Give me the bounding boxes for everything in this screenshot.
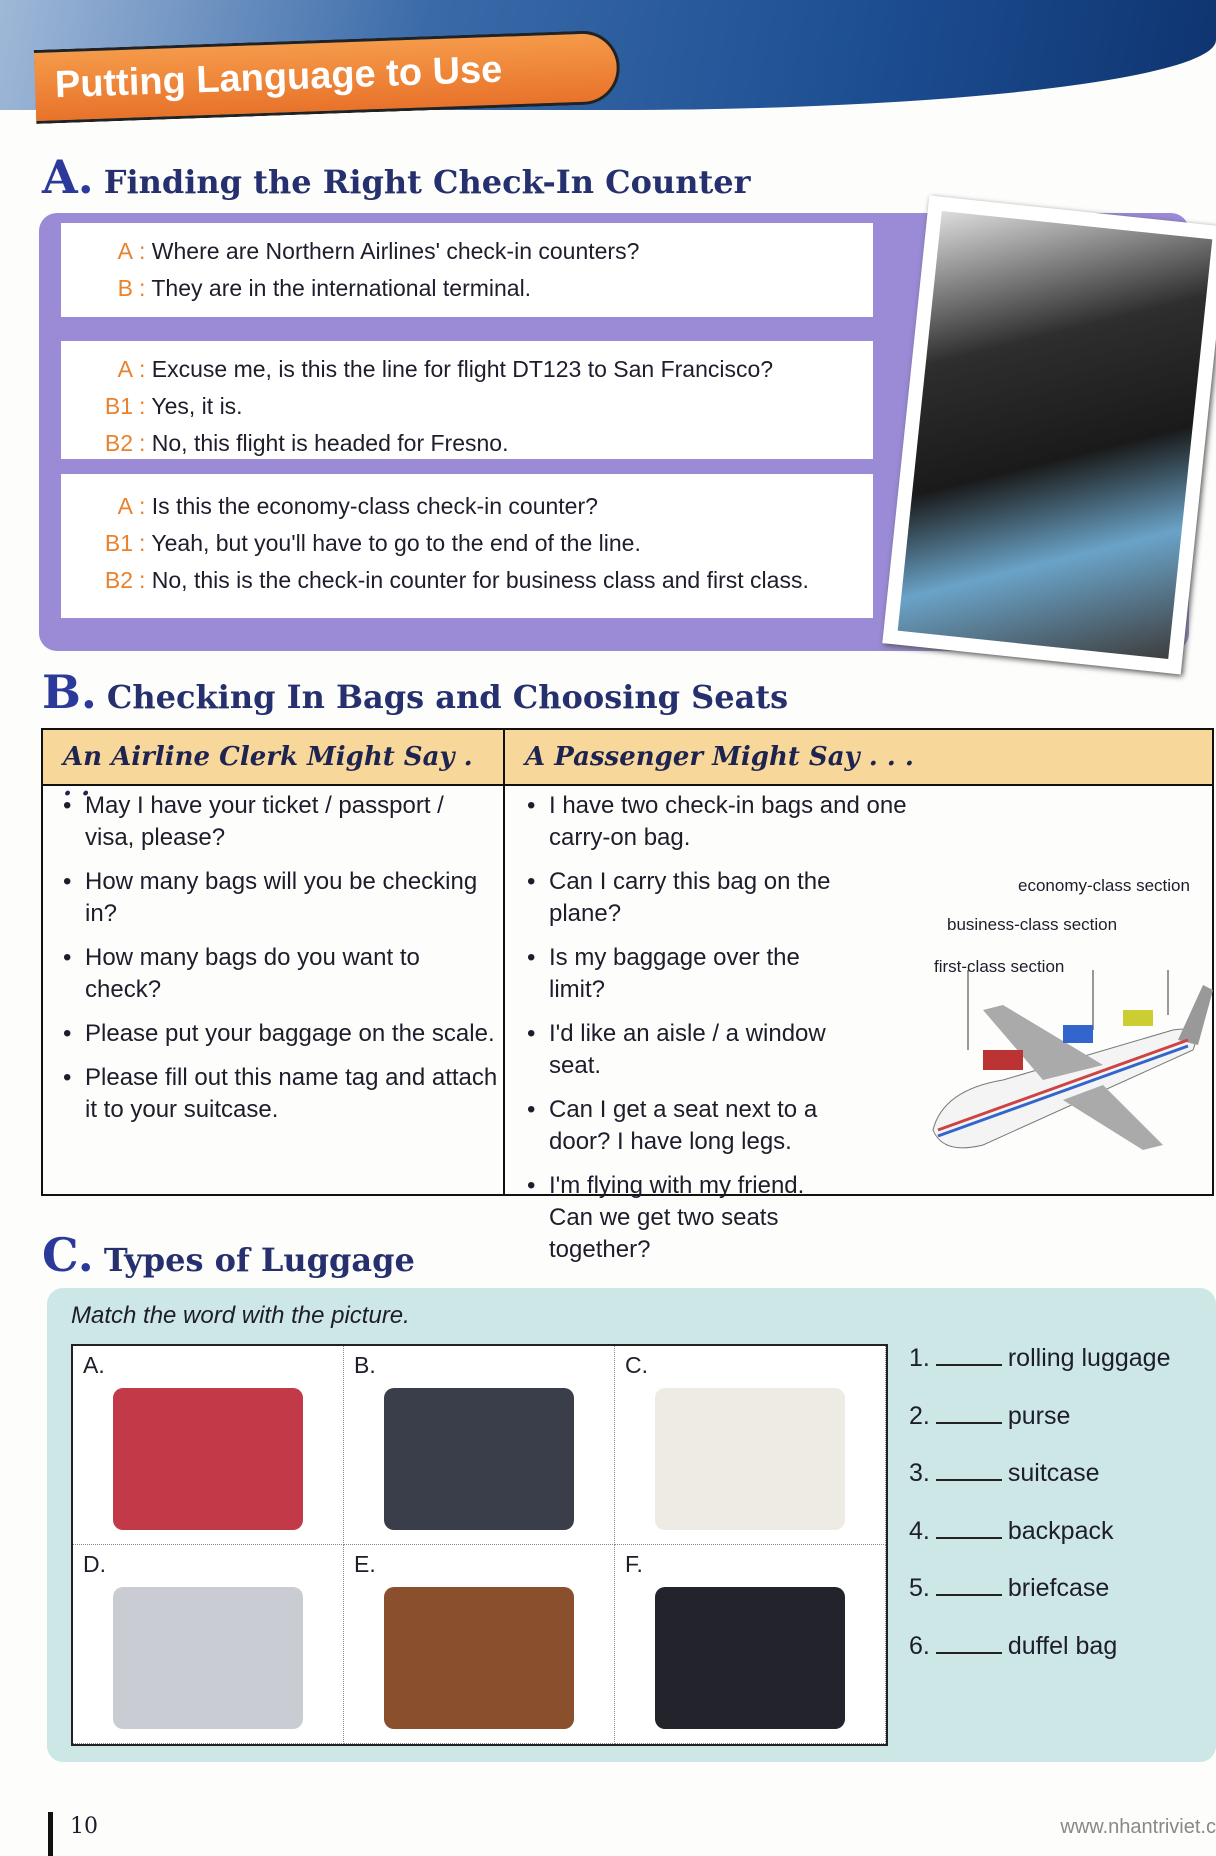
page-marker bbox=[48, 1812, 53, 1856]
banner-title: Putting Language to Use bbox=[54, 48, 503, 107]
word-number: 6. bbox=[909, 1631, 930, 1660]
section-title: Types of Luggage bbox=[103, 1241, 415, 1279]
word-item bbox=[909, 1402, 1170, 1460]
first-label: first-class section bbox=[934, 957, 1065, 976]
picture-label: D. bbox=[83, 1551, 106, 1577]
business-label: business-class section bbox=[947, 915, 1118, 934]
section-a-heading bbox=[42, 150, 750, 204]
luggage-pictures bbox=[71, 1344, 888, 1746]
dialog-text: Excuse me, is this the line for flight DT123 to San Francisco? bbox=[151, 356, 774, 382]
word-text: rolling luggage bbox=[1007, 1344, 1171, 1372]
word-text: suitcase bbox=[1007, 1459, 1100, 1487]
dialog-line bbox=[91, 351, 873, 388]
word-number: 4. bbox=[909, 1516, 930, 1545]
footer-url: www.nhantriviet.c bbox=[1060, 1816, 1216, 1838]
colon: : bbox=[139, 238, 152, 264]
dialog-line bbox=[91, 488, 873, 525]
dialog-text: Where are Northern Airlines' check-in counters? bbox=[151, 238, 640, 264]
section-title: Finding the Right Check-In Counter bbox=[103, 163, 751, 201]
answer-blank[interactable] bbox=[936, 1519, 1002, 1539]
word-item bbox=[909, 1574, 1170, 1632]
word-number: 3. bbox=[909, 1459, 930, 1487]
dialog-2 bbox=[61, 341, 873, 459]
picture-label: C. bbox=[625, 1352, 648, 1378]
colon: : bbox=[139, 567, 152, 593]
clerk-phrase: • How many bags will you be checking in? bbox=[59, 866, 499, 930]
dialog-text: They are in the international terminal. bbox=[151, 275, 532, 301]
answer-blank[interactable] bbox=[936, 1576, 1002, 1596]
dialog-line bbox=[91, 525, 873, 562]
speaker-label: B1 bbox=[104, 530, 133, 556]
speaker-label: A bbox=[117, 238, 133, 264]
colon: : bbox=[139, 530, 152, 556]
luggage-image bbox=[384, 1388, 574, 1530]
picture-label: E. bbox=[354, 1551, 376, 1577]
section-letter: C. bbox=[42, 1228, 94, 1282]
picture-cell bbox=[73, 1346, 344, 1545]
speaker-label: B2 bbox=[104, 567, 133, 593]
passenger-header: A Passenger Might Say . . . bbox=[505, 730, 1212, 786]
luggage-image bbox=[655, 1587, 845, 1729]
speaker-label: B bbox=[117, 275, 133, 301]
picture-label: F. bbox=[625, 1551, 643, 1577]
dialog-3 bbox=[61, 474, 873, 618]
clerk-phrase: • Please fill out this name tag and attach it to your suitcase. bbox=[59, 1062, 499, 1126]
economy-label: economy-class section bbox=[1018, 876, 1190, 895]
picture-label: A. bbox=[83, 1352, 105, 1378]
speaker-label: A bbox=[117, 493, 133, 519]
dialog-text: No, this flight is headed for Fresno. bbox=[151, 430, 509, 456]
speaker-label: B2 bbox=[104, 430, 133, 456]
picture-label: B. bbox=[354, 1352, 376, 1378]
colon: : bbox=[139, 493, 152, 519]
word-item bbox=[909, 1632, 1170, 1690]
word-number: 5. bbox=[909, 1574, 930, 1602]
passenger-phrase: • Can I get a seat next to a door? I have long legs. bbox=[523, 1094, 853, 1158]
dialog-text: Is this the economy-class check-in counter? bbox=[151, 493, 598, 519]
picture-cell bbox=[344, 1346, 615, 1545]
passenger-phrase: • Can I carry this bag on the plane? bbox=[523, 866, 853, 930]
colon: : bbox=[139, 356, 152, 382]
colon: : bbox=[139, 430, 152, 456]
luggage-image bbox=[384, 1587, 574, 1729]
passenger-phrase: • I have two check-in bags and one carry-on bag. bbox=[523, 790, 953, 854]
luggage-image bbox=[113, 1587, 303, 1729]
page-number: 10 bbox=[70, 1814, 98, 1839]
answer-blank[interactable] bbox=[936, 1634, 1002, 1654]
word-item bbox=[909, 1517, 1170, 1575]
word-list bbox=[909, 1344, 1170, 1689]
word-number: 1. bbox=[909, 1344, 930, 1372]
word-text: backpack bbox=[1007, 1516, 1114, 1545]
answer-blank[interactable] bbox=[936, 1346, 1002, 1366]
instruction: Match the word with the picture. bbox=[71, 1302, 410, 1329]
section-b-heading bbox=[42, 665, 788, 719]
clerk-phrases bbox=[59, 790, 499, 1138]
clerk-phrase: • Please put your baggage on the scale. bbox=[59, 1018, 499, 1050]
luggage-image bbox=[655, 1388, 845, 1530]
passenger-phrases bbox=[523, 790, 963, 1278]
answer-blank[interactable] bbox=[936, 1404, 1002, 1424]
picture-cell bbox=[615, 1346, 886, 1545]
speaker-label: A bbox=[117, 356, 133, 382]
luggage-image bbox=[113, 1388, 303, 1530]
word-item bbox=[909, 1459, 1170, 1517]
word-text: briefcase bbox=[1007, 1574, 1110, 1602]
check-in-photo bbox=[882, 196, 1216, 675]
dialog-text: Yeah, but you'll have to go to the end of the line. bbox=[151, 530, 641, 556]
dialog-1 bbox=[61, 223, 873, 317]
clerk-phrase: • How many bags do you want to check? bbox=[59, 942, 499, 1006]
section-c-heading bbox=[42, 1228, 415, 1282]
word-item bbox=[909, 1344, 1170, 1402]
section-title: Checking In Bags and Choosing Seats bbox=[106, 678, 789, 716]
passenger-phrase: • Is my baggage over the limit? bbox=[523, 942, 853, 1006]
clerk-phrase: • May I have your ticket / passport / visa, please? bbox=[59, 790, 499, 854]
answer-blank[interactable] bbox=[936, 1461, 1002, 1481]
word-text: duffel bag bbox=[1007, 1631, 1118, 1660]
colon: : bbox=[139, 393, 152, 419]
dialog-line bbox=[91, 388, 873, 425]
passenger-phrase: • I'd like an aisle / a window seat. bbox=[523, 1018, 853, 1082]
picture-cell bbox=[73, 1545, 344, 1744]
section-letter: A. bbox=[42, 150, 94, 204]
dialog-line bbox=[91, 270, 873, 307]
section-letter: B. bbox=[42, 665, 97, 719]
dialog-text: Yes, it is. bbox=[151, 393, 243, 419]
word-number: 2. bbox=[909, 1401, 930, 1430]
colon: : bbox=[139, 275, 152, 301]
dialog-line bbox=[91, 233, 873, 270]
passenger-phrase: • I'm flying with my friend. Can we get two seats together? bbox=[523, 1170, 853, 1266]
picture-cell bbox=[615, 1545, 886, 1744]
word-text: purse bbox=[1007, 1401, 1071, 1430]
clerk-header: An Airline Clerk Might Say . . . bbox=[43, 730, 505, 786]
airplane-illustration bbox=[923, 970, 1213, 1170]
dialog-line bbox=[91, 562, 873, 599]
dialog-text: No, this is the check-in counter for business class and first class. bbox=[151, 567, 809, 593]
picture-cell bbox=[344, 1545, 615, 1744]
speaker-label: B1 bbox=[104, 393, 133, 419]
dialog-line bbox=[91, 425, 873, 462]
